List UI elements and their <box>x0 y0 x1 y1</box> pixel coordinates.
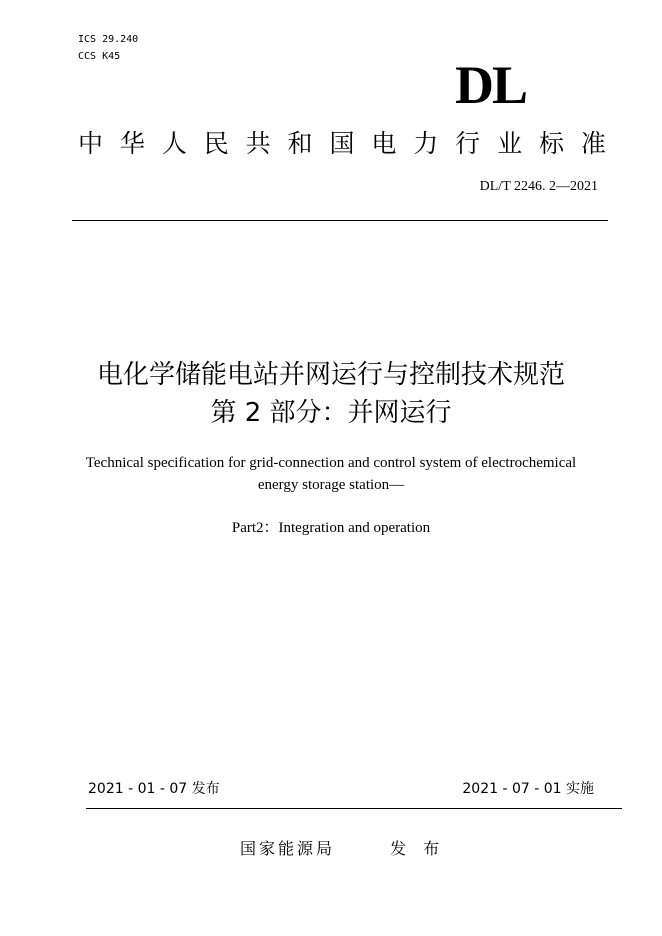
ics-code: ICS 29.240 <box>78 34 139 45</box>
standard-title-char: 电 <box>371 129 397 158</box>
top-divider <box>72 220 608 221</box>
bottom-divider <box>86 808 622 809</box>
dl-logo: DL <box>455 55 527 115</box>
standard-number: DL/T 2246. 2—2021 <box>479 179 598 194</box>
ccs-code: CCS K45 <box>78 51 121 62</box>
standard-title-char: 业 <box>497 129 523 158</box>
standard-title-char: 华 <box>119 129 145 158</box>
standard-title-char: 和 <box>287 129 313 158</box>
standard-title-char: 共 <box>245 129 271 158</box>
standard-title-char: 人 <box>161 129 187 158</box>
implementation-date: 2021 - 07 - 01 实施 <box>462 781 594 797</box>
standard-title-char: 准 <box>580 129 606 158</box>
title-en-part: Part2：Integration and operation <box>231 520 431 536</box>
standard-title-char: 民 <box>203 129 229 158</box>
standard-title-char: 力 <box>413 129 439 158</box>
standard-title-char: 中 <box>78 129 104 158</box>
issue-date: 2021 - 01 - 07 发布 <box>88 781 220 797</box>
title-cn-line2: 第 2 部分：并网运行 <box>210 398 452 428</box>
standard-category-title <box>78 129 606 159</box>
standard-title-char: 国 <box>329 129 355 158</box>
standard-title-char: 标 <box>538 129 564 158</box>
title-en-line1: Technical specification for grid-connection and control system of electrochemical <box>85 455 577 471</box>
title-cn-line1: 电化学储能电站并网运行与控制技术规范 <box>96 360 565 390</box>
publish-label: 发 布 <box>390 839 446 858</box>
issuing-authority: 国家能源局 <box>240 839 336 858</box>
standard-title-char: 行 <box>455 129 481 158</box>
title-en-line2: energy storage station— <box>257 477 405 493</box>
